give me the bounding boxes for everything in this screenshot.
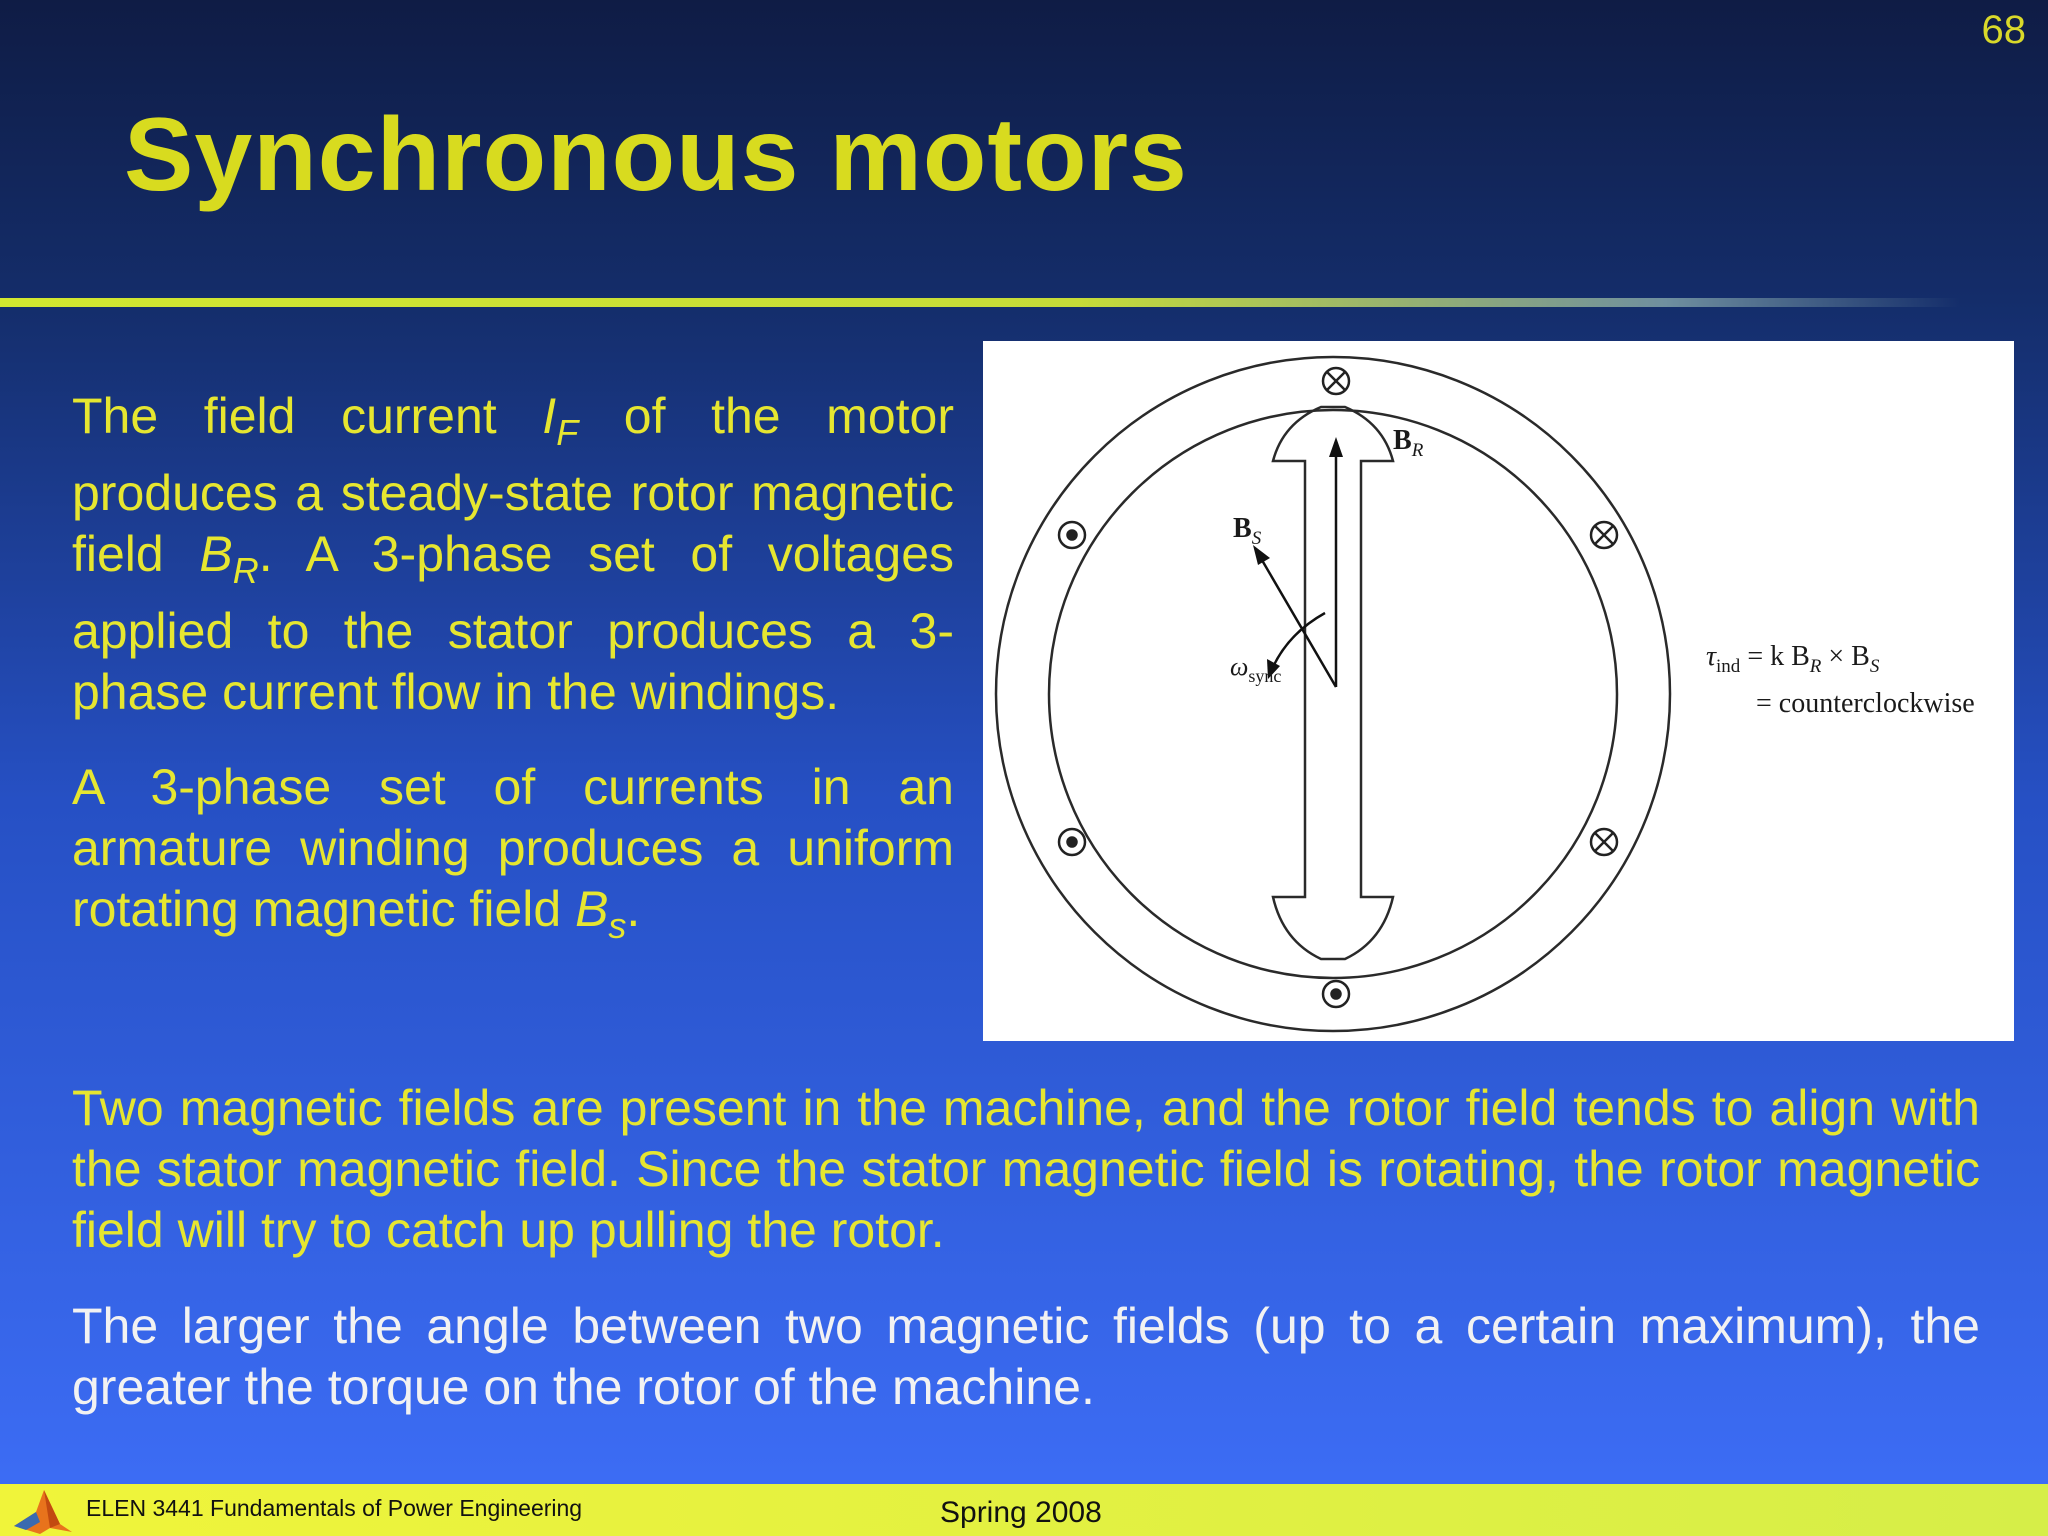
para1-text-c: . A 3-phase set of voltages applied to the stator produces a 3-phase current flow in the windings. — [72, 526, 954, 720]
paragraph-rotor-field — [72, 386, 954, 723]
rotor-field-label: $B_R$ — [1393, 425, 1424, 461]
torque-equation: $\tau_{ind} = k$ $B_R \times B_S$ — [1706, 641, 1880, 677]
paragraph-torque-angle: The larger the angle between two magnetic fields (up to a certain maximum), the greater the torque on the rotor of the machine. — [72, 1298, 1980, 1415]
stator-outer-ring — [996, 357, 1670, 1031]
rotor-field-arrowhead — [1329, 437, 1343, 457]
conductor-into-page-icon — [1323, 368, 1349, 394]
para2-text-a: A 3-phase set of currents in an armature winding produces a uniform rotating magnetic field — [72, 759, 954, 937]
motor-diagram — [983, 341, 2014, 1041]
title-underline — [0, 298, 1960, 307]
matlab-logo-icon — [10, 1486, 74, 1534]
conductor-into-page-icon — [1591, 522, 1617, 548]
field-current-symbol: I — [542, 388, 557, 444]
conductor-into-page-icon — [1591, 829, 1617, 855]
footer-term: Spring 2008 — [940, 1496, 1102, 1529]
field-current-subscript: F — [556, 412, 579, 453]
para2-text-b: . — [626, 881, 641, 937]
rotor-field-subscript: R — [232, 550, 259, 591]
footer-bar — [0, 1484, 2048, 1536]
para1-text-a: The field current — [72, 388, 543, 444]
paragraph-stator-field — [72, 757, 954, 956]
stator-inner-ring — [1049, 410, 1617, 978]
para1-text-b: of the motor produces a steady-state rotor magnetic field — [72, 388, 954, 582]
rotor-field-symbol: B — [199, 526, 233, 582]
stator-field-symbol: B — [575, 881, 609, 937]
sync-speed-label: $\omega_{sync}$ — [1230, 652, 1282, 686]
footer-course-title: ELEN 3441 Fundamentals of Power Engineering — [86, 1495, 583, 1521]
conductor-out-of-page-icon — [1059, 522, 1085, 548]
slide-title: Synchronous motors — [124, 97, 1188, 213]
stator-field-label: $B_S$ — [1233, 513, 1262, 549]
conductor-out-of-page-icon — [1059, 829, 1085, 855]
torque-direction: = counterclockwise — [1756, 688, 1975, 719]
stator-field-subscript: s — [608, 905, 627, 946]
motor-diagram-svg — [983, 341, 2014, 1041]
conductor-out-of-page-icon — [1323, 981, 1349, 1007]
paragraph-field-alignment: Two magnetic fields are present in the machine, and the rotor field tends to align with the stator magnetic field. Since the stator magnetic field is rotating, the rotor magnetic field will try to catch up pulling the rotor. — [72, 1080, 1980, 1258]
slide-number: 68 — [1981, 8, 2026, 52]
